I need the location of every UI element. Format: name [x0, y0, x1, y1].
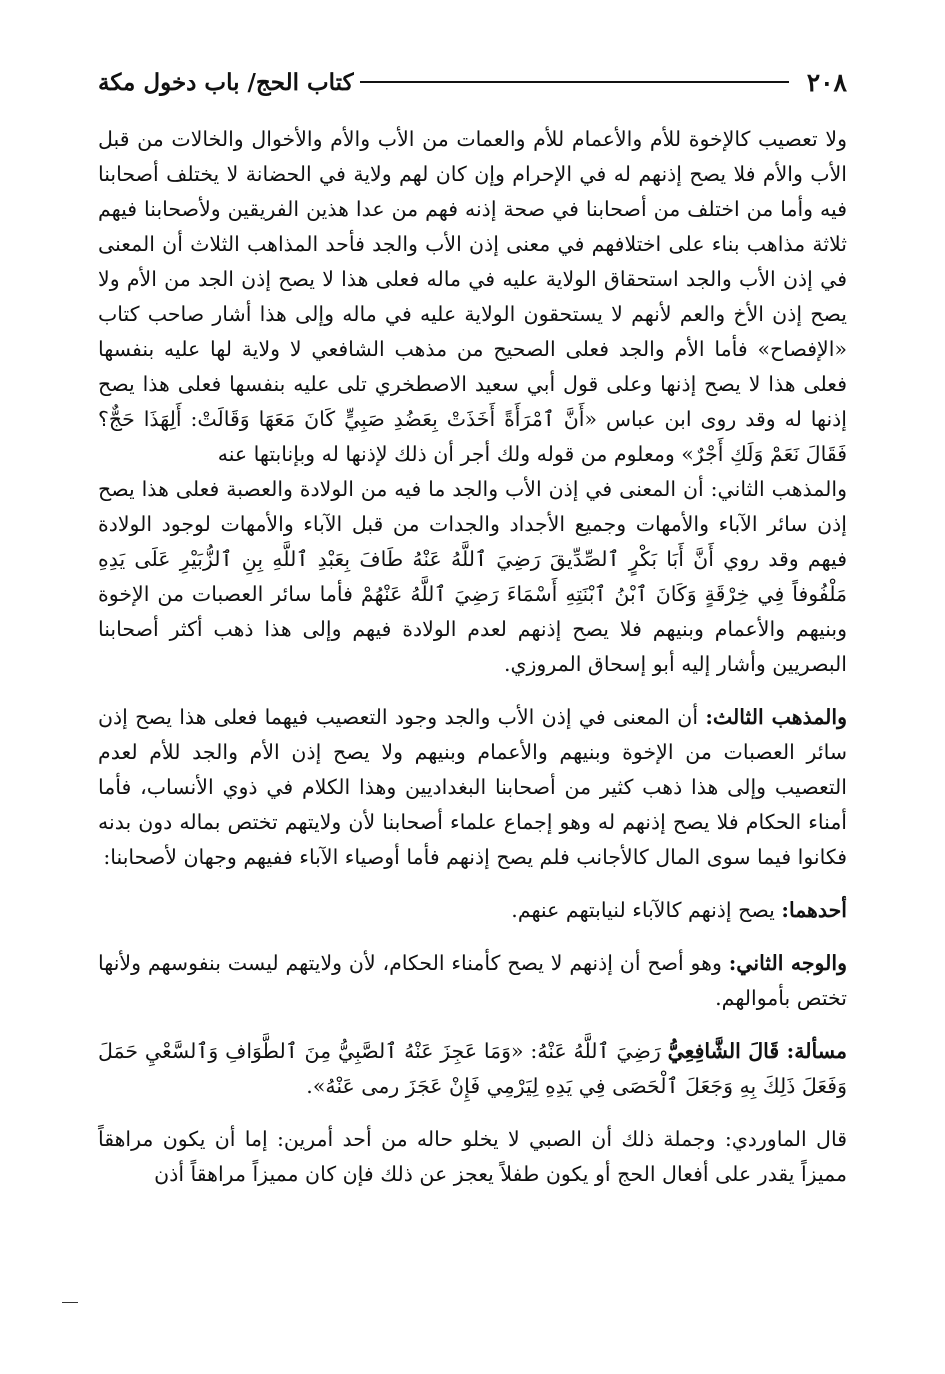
margin-mark [62, 1302, 78, 1303]
page-number: ٢٠٨ [806, 67, 847, 97]
page-body [98, 122, 847, 1192]
hadith-quote: أَنَّ أَبَا بَكْرٍ ٱلصِّدِّيقَ رَضِيَ ٱللَّهُ عَنْهُ طَافَ بِعَبْدِ ٱللَّهِ بِنِ ٱلزُّبَيْرِ عَلَى يَدِهِ مَلْفُوفاً فِي خِرْقَةٍ وَكَانَ ٱبْنُ ٱبْنَتِهِ أَسْمَاءَ رَضِيَ ٱللَّهُ عَنْهُمْ [98, 547, 848, 606]
header-rule [360, 81, 789, 83]
chapter-title: كتاب الحج/ باب دخول مكة [98, 68, 354, 96]
paragraph-lead: والمذهب الثالث: [705, 705, 847, 729]
paragraph-text: وهو أصح أن إذنهم لا يصح كأمناء الحكام، لأن ولايتهم ليست بنفوسهم ولأنها تختص بأموالهم. [98, 951, 847, 1010]
paragraph-lead: أحدهما: [781, 898, 847, 922]
shafii-quote: رَضِيَ ٱللَّهُ عَنْهُ: «وَمَا عَجِزَ عَنْهُ ٱلصَّبِيُّ مِنَ ٱلطَّوَافِ وَٱلسَّعْيِ حَمَلَ وَفَعَلَ ذَلِكَ بِهِ وَجَعَلَ ٱلْحَصَى فِي يَدِهِ لِيَرْمِي فَإِنْ عَجَزَ رمى عَنْهُ». [98, 1039, 847, 1098]
paragraph-text: أن المعنى في إذن الأب والجد وجود التعصيب فيهما فعلى هذا يصح إذن سائر العصبات من الإخوة وبنيهم والأعمام وبنيهم ولا يصح إذن الأم والجد للأم لعدم التعصيب وإلى هذا ذهب كثير من أصحابنا البغداديين وهذا الكلام في ذوي الأنساب، فأما أمناء الحكام فلا يصح إذنهم له وهو إجماع علماء أصحابنا لأن ولايتهم تختص بماله دون بدنه فكانوا فيما سوى المال كالأجانب فلم يصح إذنهم فأما أوصياء الآباء ففيهم وجهان لأصحابنا: [98, 705, 847, 869]
paragraph-first-madhhab [98, 122, 847, 472]
paragraph-second-view [98, 946, 847, 1016]
paragraph-first-view [98, 893, 847, 928]
paragraph-text: والمذهب الثاني: أن المعنى في إذن الأب والجد ما فيه من الولادة والعصبة فعلى هذا يصح إذن سائر الآباء والأمهات وجميع الأجداد والجدات من قبل الآباء والأمهات لوجود الولادة فيهم وقد روي [98, 477, 847, 571]
paragraph-second-madhhab [98, 472, 847, 682]
paragraph-text: فأما سائر العصبات من الإخوة وبنيهم والأعمام وبنيهم فلا يصح إذنهم لعدم الولادة فيهم وإلى هذا ذهب أكثر أصحابنا البصريين وأشار إليه أبو إسحاق المروزي. [98, 582, 847, 676]
paragraph-masala [98, 1034, 847, 1104]
hadith-quote: أَنَّ ٱمْرَأَةً أَخَذَتْ بِعَضُدِ صَبِيٍّ كَانَ مَعَهَا وَقَالَتْ: أَلِهَذَا حَجٌّ؟ فَقَالَ نَعَمْ وَلَكِ أَجْرٌ [98, 407, 847, 466]
paragraph-text: يصح إذنهم كالآباء لنيابتهم عنهم. [511, 898, 782, 922]
paragraph-mawardi [98, 1122, 847, 1192]
paragraph-third-madhhab [98, 700, 847, 875]
paragraph-text: » ومعلوم من قوله ولك أجر أن ذلك لإذنها له وبإنابتها عنه [217, 442, 694, 466]
paragraph-text: ولا تعصيب كالإخوة للأم والأعمام للأم والعمات من الأب والأم والأخوال والخالات من قبل الأب والأم فلا يصح إذنهم له في الإحرام وإن كان لهم ولاية في الحضانة لا يختلف أصحابنا فيه وأما من اختلف من أصحابنا في صحة إذنه فهم من عدا هذين الفريقين ولأصحابنا فيهم ثلاثة مذاهب بناء على اختلافهم في معنى إذن الأب والجد فأحد المذاهب الثلاث أن المعنى في إذن الأب والجد استحقاق الولاية عليه في ماله فعلى هذا لا يصح إذن الجد من الأم ولا يصح إذن الأخ والعم لأنهم لا يستحقون الولاية عليه في ماله وإلى هذا أشار صاحب كتاب «الإفصاح» فأما الأم والجد فعلى الصحيح من مذهب الشافعي لا ولاية لها عليه بنفسها فعلى هذا لا يصح إذنها وعلى قول أبي سعيد الاصطخري تلى عليه بنفسها فعلى هذا يصح إذنها له وقد روى ابن عباس « [98, 127, 847, 431]
masala-lead: مسألة: قَالَ الشَّافِعِيُّ [667, 1039, 847, 1063]
paragraph-text: قال الماوردي: وجملة ذلك أن الصبي لا يخلو حاله من أحد أمرين: إما أن يكون مراهقاً مميزاً يقدر على أفعال الحج أو يكون طفلاً يعجز عن ذلك فإن كان مميزاً مراهقاً أذن [98, 1127, 847, 1186]
paragraph-lead: والوجه الثاني: [728, 951, 847, 975]
running-header [98, 62, 847, 102]
